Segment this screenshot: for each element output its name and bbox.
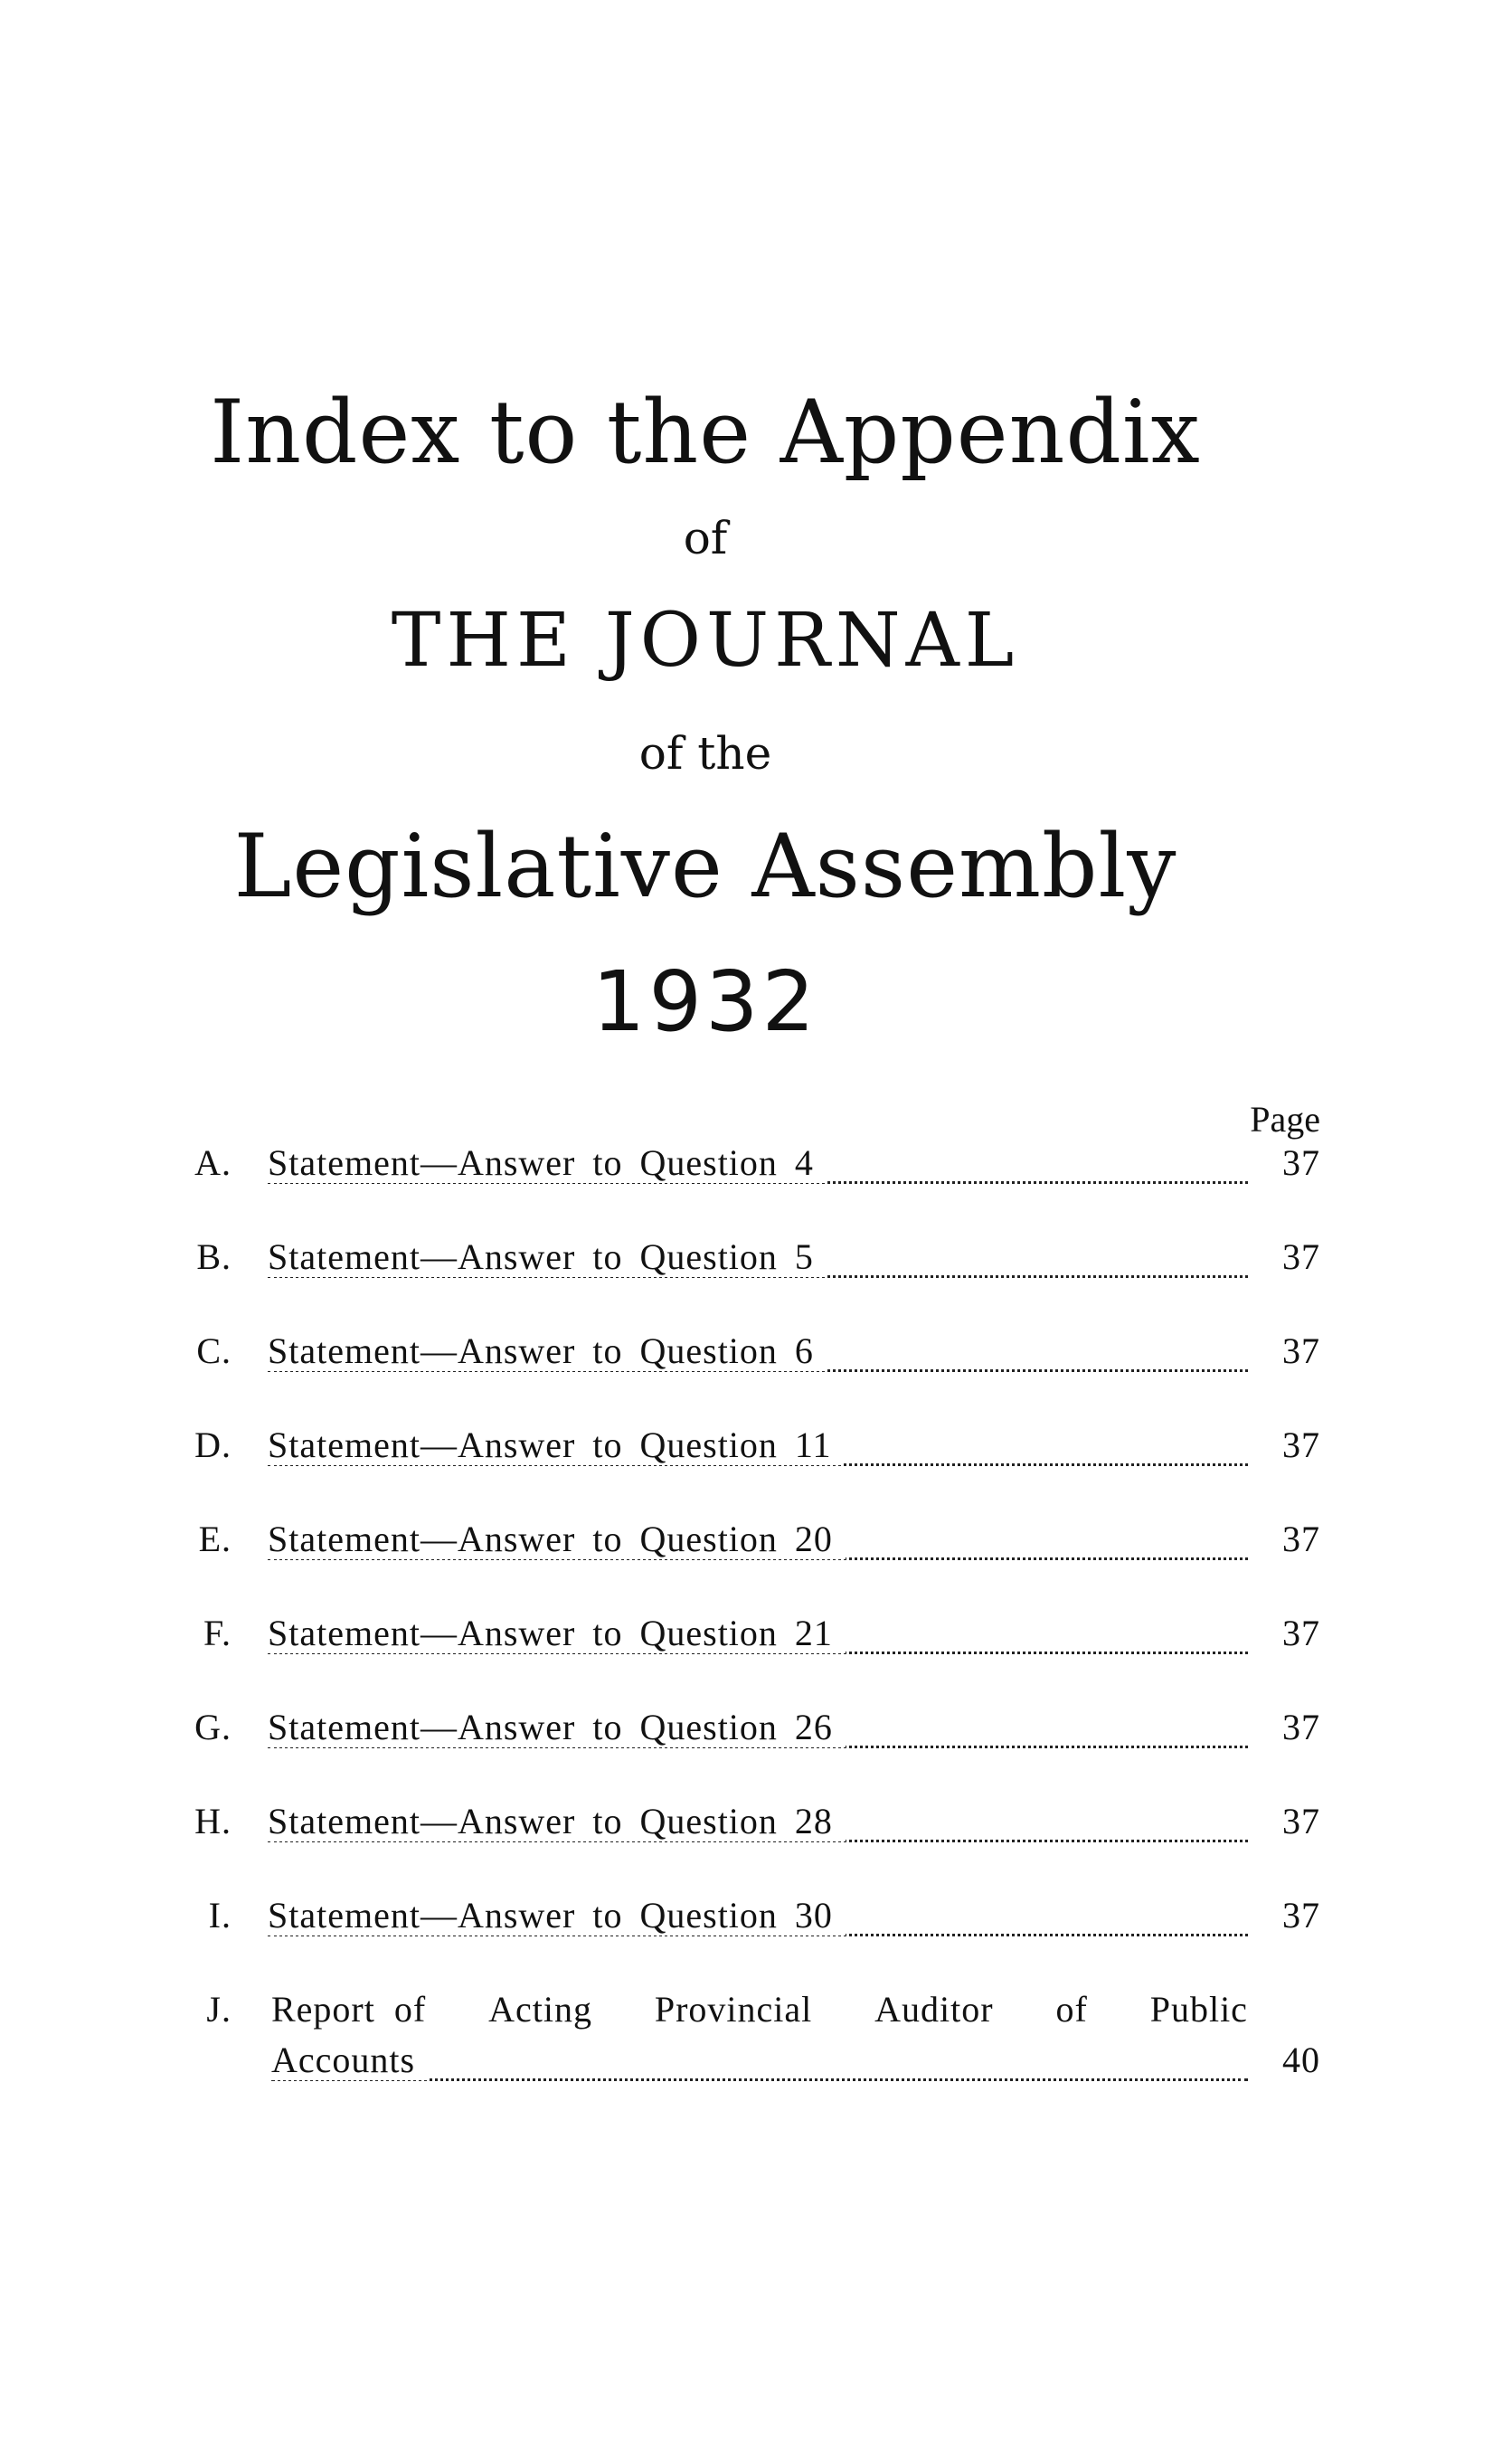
entry-title: Statement—Answer to Question 28 bbox=[268, 1801, 846, 1841]
year-title: 1932 bbox=[591, 953, 819, 1050]
toc-entry-b bbox=[177, 1235, 1320, 1281]
entry-page: 37 bbox=[1282, 1801, 1320, 1841]
title-word: Auditor bbox=[874, 1989, 994, 2030]
entry-title: Statement—Answer to Question 26 bbox=[268, 1707, 846, 1747]
toc-entry-d bbox=[177, 1424, 1320, 1469]
toc-entry-h bbox=[177, 1800, 1320, 1845]
entry-page: 37 bbox=[1282, 1613, 1320, 1653]
entry-page: 37 bbox=[1282, 1330, 1320, 1371]
entry-title: Statement—Answer to Question 20 bbox=[268, 1519, 846, 1559]
index-title: Index to the Appendix bbox=[210, 382, 1201, 483]
entry-page: 37 bbox=[1282, 1707, 1320, 1747]
entry-title-line1 bbox=[271, 1988, 1248, 2030]
title-word: Provincial bbox=[654, 1989, 813, 2030]
entry-letter: B. bbox=[196, 1236, 232, 1277]
entry-letter: H. bbox=[194, 1801, 232, 1841]
toc-entry-g bbox=[177, 1706, 1320, 1751]
title-word: Public bbox=[1149, 1989, 1248, 2030]
page-column-label: Page bbox=[1250, 1099, 1320, 1140]
entry-title: Statement—Answer to Question 5 bbox=[268, 1236, 827, 1277]
title-of-the: of the bbox=[638, 727, 772, 780]
entry-page: 37 bbox=[1282, 1236, 1320, 1277]
entry-letter: C. bbox=[196, 1330, 232, 1371]
toc-entry-a bbox=[177, 1141, 1320, 1187]
title-word: Acting bbox=[488, 1989, 592, 2030]
entry-letter: E. bbox=[198, 1519, 232, 1559]
title-of: of bbox=[683, 512, 728, 564]
toc-entry-e bbox=[177, 1518, 1320, 1563]
entry-title: Statement—Answer to Question 6 bbox=[268, 1330, 827, 1371]
entry-letter: D. bbox=[194, 1424, 232, 1465]
entry-title: Statement—Answer to Question 30 bbox=[268, 1895, 846, 1936]
entry-letter: G. bbox=[194, 1707, 232, 1747]
entry-title: Statement—Answer to Question 21 bbox=[268, 1613, 846, 1653]
entry-title-line2 bbox=[271, 2039, 1320, 2084]
toc-entry-c bbox=[177, 1330, 1320, 1375]
toc-entry-i bbox=[177, 1894, 1320, 1939]
entry-title: Statement—Answer to Question 11 bbox=[268, 1424, 844, 1465]
toc-entry-f bbox=[177, 1612, 1320, 1657]
journal-title: THE JOURNAL bbox=[391, 598, 1020, 684]
entry-letter: A. bbox=[194, 1142, 232, 1183]
entry-letter: I. bbox=[208, 1895, 232, 1936]
entry-page: 40 bbox=[1282, 2040, 1320, 2080]
title-word: Report of bbox=[271, 1989, 427, 2030]
entry-page: 37 bbox=[1282, 1519, 1320, 1559]
entry-page: 37 bbox=[1282, 1424, 1320, 1465]
entry-title: Accounts bbox=[271, 2040, 428, 2080]
entry-letter: J. bbox=[206, 1989, 232, 2030]
assembly-title: Legislative Assembly bbox=[233, 816, 1177, 917]
entry-page: 37 bbox=[1282, 1895, 1320, 1936]
title-word: of bbox=[1055, 1989, 1088, 2030]
entry-title: Statement—Answer to Question 4 bbox=[268, 1142, 827, 1183]
entry-letter: F. bbox=[203, 1613, 232, 1653]
entry-page: 37 bbox=[1282, 1142, 1320, 1183]
